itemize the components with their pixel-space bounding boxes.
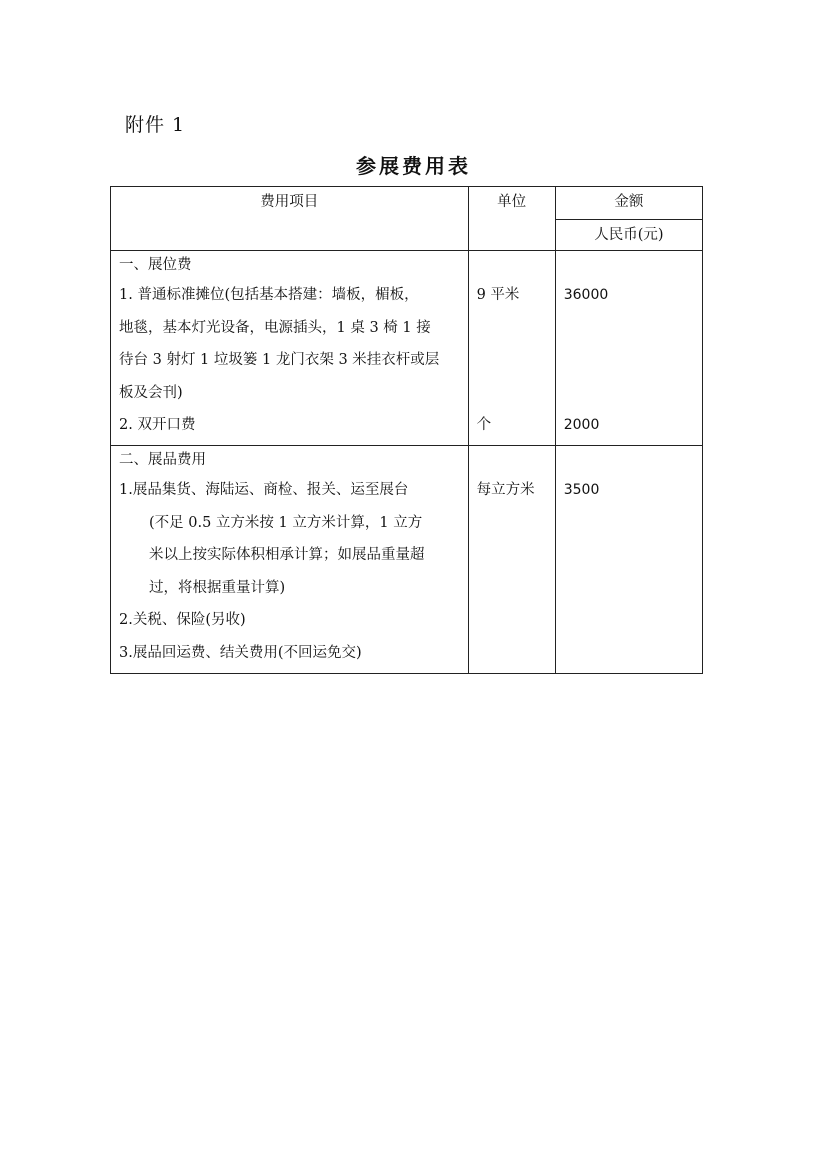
item-line: 地毯，基本灯光设备，电源插头，1 桌 3 椅 1 接 [119,319,431,336]
table-row [111,251,703,446]
unit-value: 每立方米 [476,482,535,498]
item-line: 2. 双开口费 [119,417,196,433]
item-line: 待台 3 射灯 1 垃圾篓 1 龙门衣架 3 米挂衣杆或层 [119,352,440,368]
header-currency: 人民币(元) [555,220,702,251]
table-row [111,446,703,674]
section-2-units [468,446,555,674]
section-2-amounts [555,446,702,674]
item-line: 板及会刊) [119,384,183,401]
section-heading: 一、展位费 [119,257,192,273]
section-1-amounts [555,251,702,446]
page-title: 参展费用表 [356,154,471,178]
section-1-units [468,251,555,446]
item-line: 2.关税、保险(另收) [119,612,246,628]
attachment-label: 附件 1 [125,114,186,136]
item-line: 1.展品集货、海陆运、商检、报关、运至展台 [119,482,409,498]
item-line: 米以上按实际体积相承计算；如展品重量超 [149,547,425,563]
fee-table [110,186,703,674]
amount-value: 36000 [563,287,609,303]
section-1-items [111,251,469,446]
item-line: 3.展品回运费、结关费用(不回运免交) [119,644,362,661]
section-2-items [111,446,469,674]
unit-value: 个 [476,417,492,433]
header-amount: 金额 [555,187,702,220]
section-heading: 二、展品费用 [119,452,206,468]
amount-value: 3500 [563,482,600,498]
amount-value: 2000 [563,417,600,433]
item-line: 1. 普通标准摊位(包括基本搭建：墙板，楣板， [119,287,419,303]
item-line: 过，将根据重量计算) [149,579,286,596]
header-item: 费用项目 [111,187,469,251]
item-line: (不足 0.5 立方米按 1 立方米计算，1 立方 [149,514,423,531]
unit-value: 9 平米 [476,287,520,303]
header-unit: 单位 [468,187,555,251]
